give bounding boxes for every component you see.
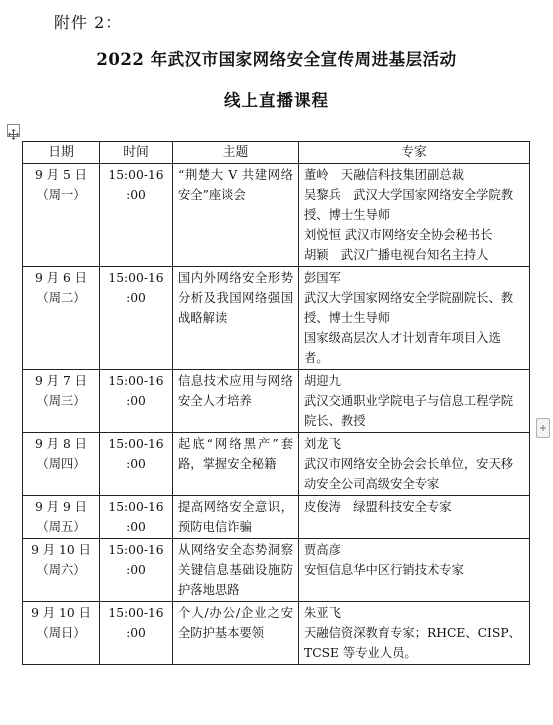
- table-row: [23, 539, 530, 602]
- header-date: 日期: [23, 142, 100, 164]
- header-time: 时间: [100, 142, 173, 164]
- time-end-text: :00: [126, 626, 146, 640]
- date-cell: [23, 370, 100, 433]
- time-end-text: :00: [126, 188, 146, 202]
- weekday-text: （周五）: [36, 520, 86, 534]
- course-schedule-table: [22, 141, 530, 665]
- expert-line: 吴黎兵 武汉大学国家网络安全学院教授、博士生导师: [304, 188, 514, 222]
- attachment-label: 附件 2：: [54, 13, 123, 32]
- date-cell: [23, 539, 100, 602]
- date-cell: [23, 496, 100, 539]
- time-cell: [100, 496, 173, 539]
- experts-cell: [299, 433, 530, 496]
- expert-line: 武汉市网络安全协会会长单位，安天移动安全公司高级安全专家: [304, 457, 514, 491]
- expert-line: 胡颖 武汉广播电视台知名主持人: [304, 248, 489, 262]
- experts-cell: [299, 496, 530, 539]
- time-end-text: :00: [126, 520, 146, 534]
- time-cell: [100, 370, 173, 433]
- time-start-text: 15:00-16: [108, 374, 164, 388]
- expert-line: 董岭 天融信科技集团副总裁: [304, 168, 464, 182]
- date-text: 9 月 7 日: [35, 374, 87, 388]
- experts-cell: [299, 267, 530, 370]
- table-add-column-icon[interactable]: [536, 418, 550, 438]
- document-subtitle: 线上直播课程: [224, 91, 329, 110]
- topic-cell: 个人/办公/企业之安全防护基本要领: [173, 602, 299, 665]
- expert-line: 武汉交通职业学院电子与信息工程学院院长、教授: [304, 394, 514, 428]
- time-start-text: 15:00-16: [108, 271, 164, 285]
- expert-line: 天融信资深教育专家；RHCE、CISP、TCSE 等专业人员。: [304, 626, 521, 660]
- weekday-text: （周一）: [36, 188, 86, 202]
- date-cell: [23, 164, 100, 267]
- time-cell: [100, 539, 173, 602]
- table-row: [23, 496, 530, 539]
- table-header-row: [23, 142, 530, 164]
- time-start-text: 15:00-16: [108, 500, 164, 514]
- date-cell: [23, 433, 100, 496]
- table-row: [23, 164, 530, 267]
- weekday-text: （周日）: [36, 626, 86, 640]
- table-row: [23, 602, 530, 665]
- header-experts: 专家: [299, 142, 530, 164]
- expert-line: 安恒信息华中区行销技术专家: [304, 563, 464, 577]
- time-start-text: 15:00-16: [108, 168, 164, 182]
- time-end-text: :00: [126, 291, 146, 305]
- table-row: [23, 267, 530, 370]
- date-text: 9 月 8 日: [35, 437, 87, 451]
- weekday-text: （周二）: [36, 291, 86, 305]
- expert-line: 胡迎九: [304, 374, 341, 388]
- time-start-text: 15:00-16: [108, 606, 164, 620]
- expert-line: 朱亚飞: [304, 606, 341, 620]
- experts-cell: [299, 602, 530, 665]
- time-start-text: 15:00-16: [108, 543, 164, 557]
- expert-line: 贾高彦: [304, 543, 341, 557]
- time-cell: [100, 267, 173, 370]
- topic-cell: “荆楚大 V 共建网络安全”座谈会: [173, 164, 299, 267]
- weekday-text: （周三）: [36, 394, 86, 408]
- topic-cell: 国内外网络安全形势分析及我国网络强国战略解读: [173, 267, 299, 370]
- time-cell: [100, 602, 173, 665]
- time-cell: [100, 164, 173, 267]
- date-text: 9 月 10 日: [31, 606, 91, 620]
- time-start-text: 15:00-16: [108, 437, 164, 451]
- time-end-text: :00: [126, 563, 146, 577]
- experts-cell: [299, 164, 530, 267]
- time-end-text: :00: [126, 457, 146, 471]
- expert-line: 皮俊涛 绿盟科技安全专家: [304, 500, 452, 514]
- expert-line: 彭国军: [304, 271, 341, 285]
- time-cell: [100, 433, 173, 496]
- table-move-handle-icon[interactable]: [7, 124, 20, 137]
- document-title: 2022 年武汉市国家网络安全宣传周进基层活动: [96, 50, 457, 69]
- expert-line: 国家级高层次人才计划青年项目入选者。: [304, 331, 501, 365]
- topic-cell: 起底“网络黑产”套路，掌握安全秘籍: [173, 433, 299, 496]
- experts-cell: [299, 539, 530, 602]
- table-row: [23, 433, 530, 496]
- weekday-text: （周六）: [36, 563, 86, 577]
- time-end-text: :00: [126, 394, 146, 408]
- topic-cell: 提高网络安全意识，预防电信诈骗: [173, 496, 299, 539]
- topic-cell: 信息技术应用与网络安全人才培养: [173, 370, 299, 433]
- date-text: 9 月 10 日: [31, 543, 91, 557]
- experts-cell: [299, 370, 530, 433]
- expert-line: 刘龙飞: [304, 437, 341, 451]
- topic-cell: 从网络安全态势洞察关键信息基础设施防护落地思路: [173, 539, 299, 602]
- expert-line: 武汉大学国家网络安全学院副院长、教授、博士生导师: [304, 291, 514, 325]
- date-text: 9 月 5 日: [35, 168, 87, 182]
- date-text: 9 月 6 日: [35, 271, 87, 285]
- date-text: 9 月 9 日: [35, 500, 87, 514]
- weekday-text: （周四）: [36, 457, 86, 471]
- date-cell: [23, 602, 100, 665]
- date-cell: [23, 267, 100, 370]
- header-topic: 主题: [173, 142, 299, 164]
- table-row: [23, 370, 530, 433]
- expert-line: 刘悦恒 武汉市网络安全协会秘书长: [304, 228, 493, 242]
